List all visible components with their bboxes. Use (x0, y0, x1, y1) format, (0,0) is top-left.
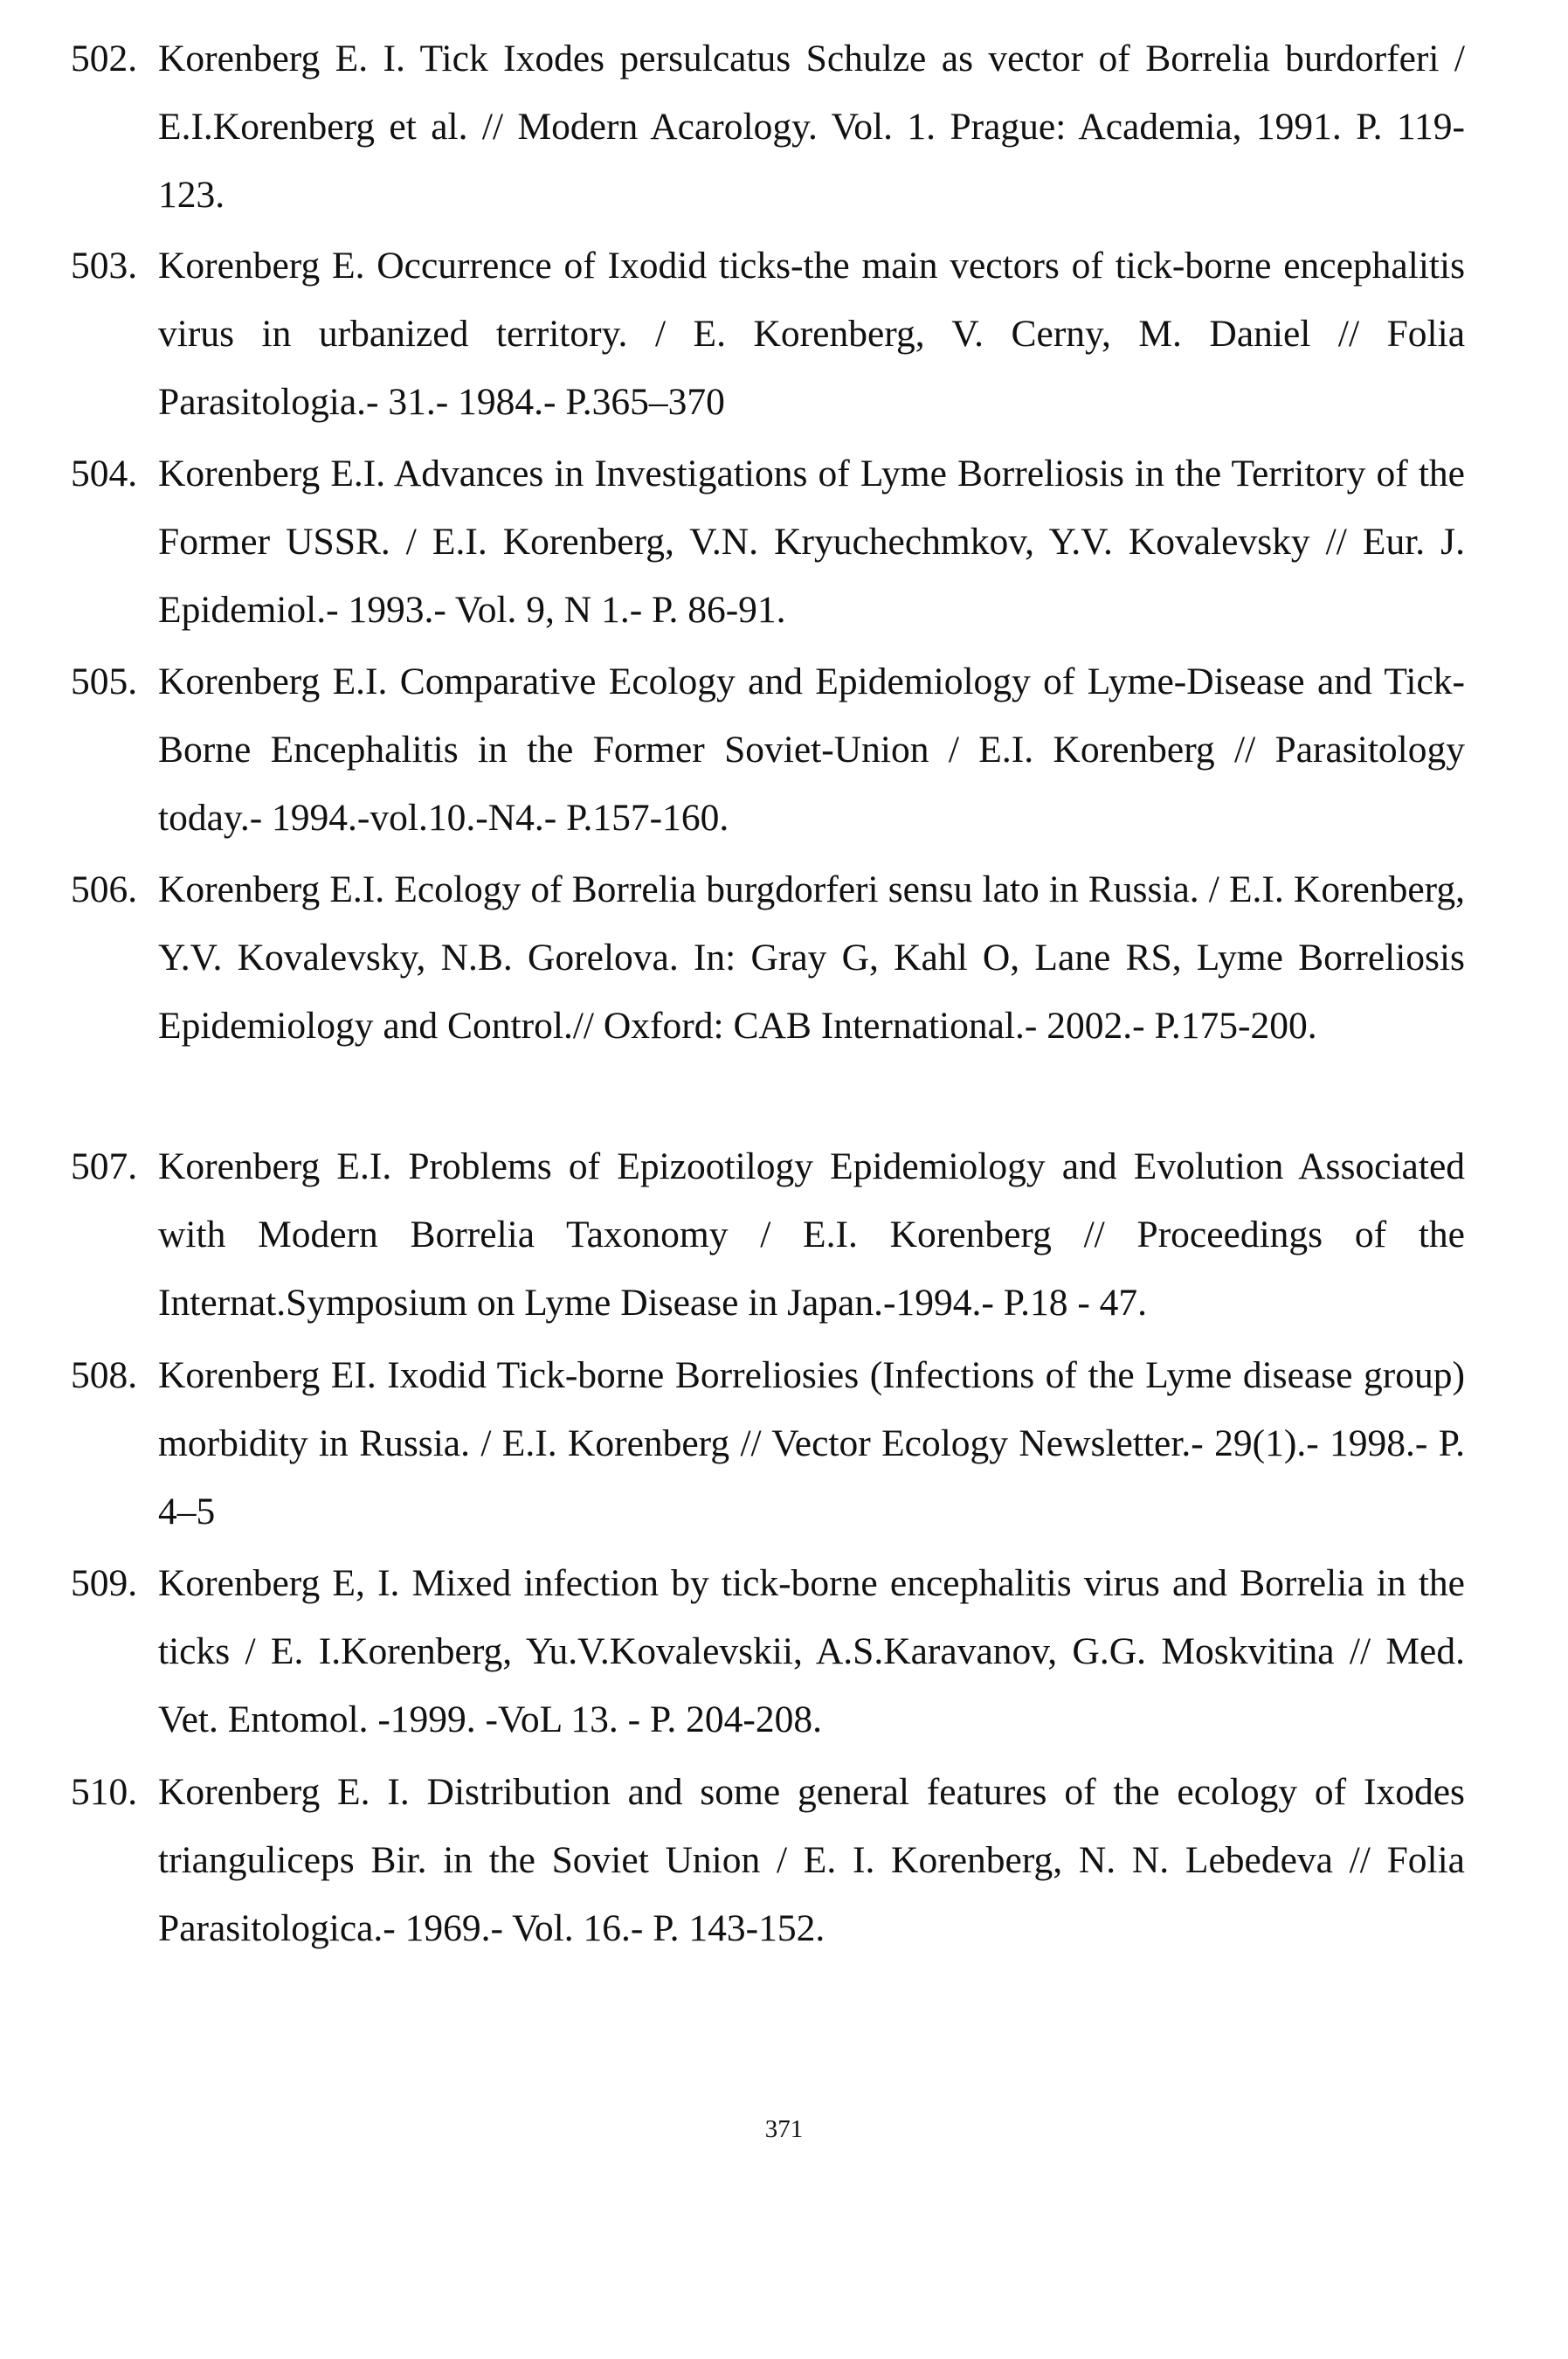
reference-text: Korenberg EI. Ixodid Tick-borne Borreliosies (Infections of the Lyme disease group) morbidity in Russia. / E.I. Korenberg // Vector Ecology Newsletter.- 29(1).- 1998.- P. 4–5 (158, 1354, 1465, 1532)
reference-item (71, 1341, 1465, 1546)
reference-item (71, 1549, 1465, 1754)
reference-item (71, 439, 1465, 644)
reference-item (71, 1758, 1465, 1962)
reference-item (71, 647, 1465, 852)
page-number: 371 (764, 2115, 804, 2143)
reference-text: Korenberg E.I. Comparative Ecology and Epidemiology of Lyme-Disease and Tick-Borne Encephalitis in the Former Soviet-Union / E.I. Korenberg // Parasitology today.- 1994.-vol.10.-N4.- P.157-160. (158, 661, 1465, 839)
reference-number: 505. (71, 661, 138, 702)
reference-number: 509. (71, 1562, 138, 1604)
reference-number: 502. (71, 38, 138, 80)
reference-number: 506. (71, 868, 138, 910)
reference-number: 510. (71, 1771, 138, 1813)
reference-item (71, 232, 1465, 436)
reference-number: 508. (71, 1354, 138, 1396)
reference-number: 504. (71, 453, 138, 495)
reference-text: Korenberg E, I. Mixed infection by tick-borne encephalitis virus and Borrelia in the ticks / E. I.Korenberg, Yu.V.Kovalevskii, A.S.Karavanov, G.G. Moskvitina // Med. Vet. Entomol. -1999. -VoL 13. - P. 204-208. (158, 1562, 1465, 1740)
reference-text: Korenberg E.I. Advances in Investigations of Lyme Borreliosis in the Territory of the Former USSR. / E.I. Korenberg, V.N. Kryuchechmkov, Y.V. Kovalevsky // Eur. J. Epidemiol.- 1993.- Vol. 9, N 1.- P. 86-91. (158, 453, 1465, 631)
reference-text: Korenberg E. I. Distribution and some general features of the ecology of Ixodes trianguliceps Bir. in the Soviet Union / E. I. Korenberg, N. N. Lebedeva // Folia Parasitologica.- 1969.- Vol. 16.- P. 143-152. (158, 1771, 1465, 1949)
reference-text: Korenberg E. Occurrence of Ixodid ticks-the main vectors of tick-borne encephalitis virus in urbanized territory. / E. Korenberg, V. Cerny, M. Daniel // Folia Parasitologia.- 31.- 1984.- P.365–370 (158, 245, 1465, 423)
reference-text: Korenberg E.I. Ecology of Borrelia burgdorferi sensu lato in Russia. / E.I. Korenberg, Y.V. Kovalevsky, N.B. Gorelova. In: Gray G, Kahl O, Lane RS, Lyme Borreliosis Epidemiology and Control.// Oxford: CAB International.- 2002.- P.175-200. (158, 868, 1465, 1047)
reference-text: Korenberg E. I. Tick Ixodes persulcatus Schulze as vector of Borrelia burdorferi / E.I.Korenberg et al. // Modern Acarology. Vol. 1. Prague: Academia, 1991. P. 119-123. (158, 38, 1465, 216)
reference-number: 507. (71, 1145, 138, 1187)
reference-item (71, 1132, 1465, 1337)
reference-item (71, 24, 1465, 229)
reference-item (71, 855, 1465, 1060)
reference-number: 503. (71, 245, 138, 287)
reference-text: Korenberg E.I. Problems of Epizootilogy Epidemiology and Evolution Associated with Modern Borrelia Taxonomy / E.I. Korenberg // Proceedings of the Internat.Symposium on Lyme Disease in Japan.-1994.- P.18 - 47. (158, 1145, 1465, 1324)
